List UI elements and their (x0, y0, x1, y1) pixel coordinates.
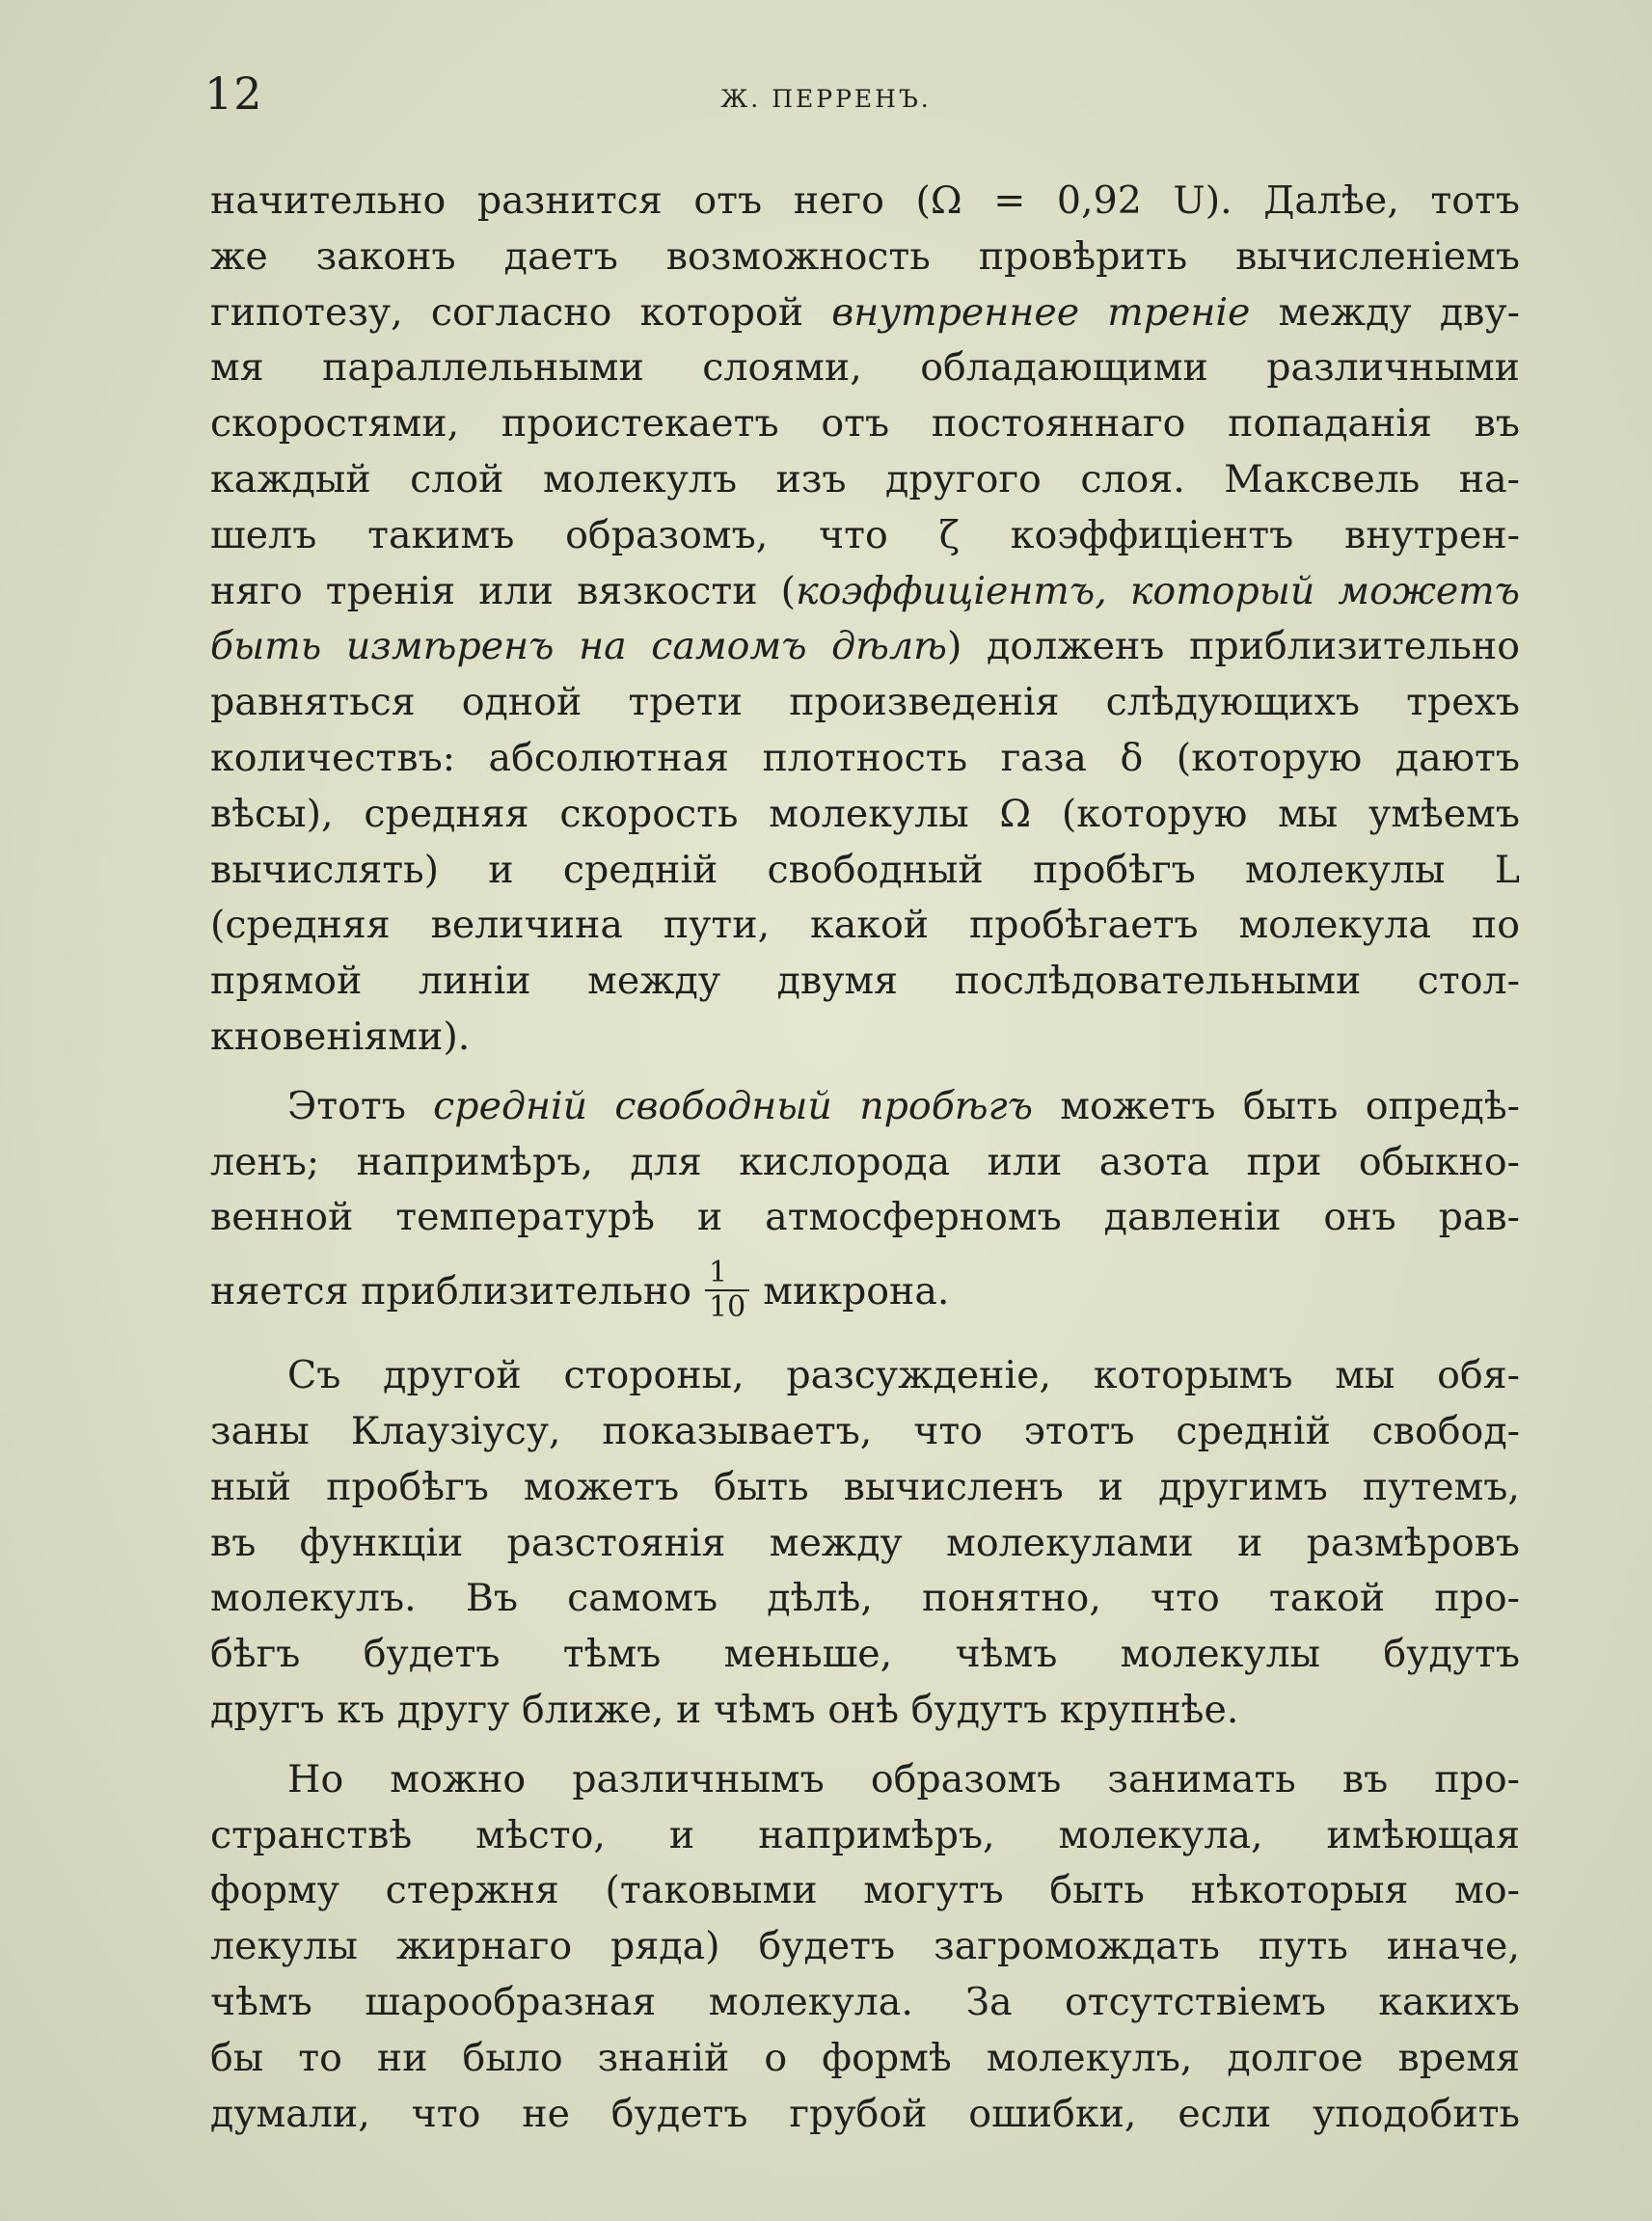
text-line: гипотезу, согласно которой внутреннее треніе между дву- (210, 289, 1520, 335)
text-line: кновеніями). (210, 1014, 471, 1059)
text-line: думали, что не будетъ грубой ошибки, если уподобить (210, 2091, 1520, 2136)
text-line: вѣсы), средняя скорость молекулы Ω (которую мы умѣемъ (210, 791, 1520, 836)
text-line: форму стержня (таковыми могутъ быть нѣкоторыя мо- (210, 1868, 1520, 1913)
italic-term: средній свободный пробѣгъ (433, 1083, 1033, 1128)
text-line: скоростями, проистекаетъ отъ постояннаго попаданія въ (210, 401, 1520, 447)
text-line: же законъ даетъ возможность провѣрить вычисленіемъ (210, 233, 1520, 279)
text-line: ный пробѣгъ можетъ быть вычисленъ и другимъ путемъ, (210, 1464, 1520, 1509)
text-line: въ функціи разстоянія между молекулами и размѣровъ (210, 1520, 1520, 1565)
text-line: Но можно различнымъ образомъ занимать въ про- (287, 1756, 1520, 1801)
fraction-denominator: 10 (709, 1290, 746, 1325)
text-line: (средняя величина пути, какой пробѣгаетъ молекула по (210, 903, 1520, 948)
text-line: шелъ такимъ образомъ, что ζ коэффиціентъ внутрен- (210, 512, 1520, 557)
paragraph-4 (210, 1752, 1520, 2143)
page-number: 12 (204, 68, 263, 120)
fraction-numerator: 1 (705, 1257, 749, 1291)
text-line: количествъ: абсолютная плотность газа δ (которую даютъ (210, 735, 1520, 780)
paragraph-1 (210, 174, 1520, 1066)
text-line: другъ къ другу ближе, и чѣмъ онѣ будутъ крупнѣе. (210, 1687, 1239, 1732)
italic-term: внутреннее треніе (831, 289, 1251, 335)
italic-term: коэффиціентъ, который можетъ (796, 568, 1520, 613)
text-line: равняться одной трети произведенія слѣдующихъ трехъ (210, 680, 1520, 725)
text-line: бѣгъ будетъ тѣмъ меньше, чѣмъ молекулы будутъ (210, 1632, 1520, 1677)
text-line: каждый слой молекулъ изъ другого слоя. Максвель на- (210, 456, 1520, 501)
text-line: Съ другой стороны, разсужденіе, которымъ мы обя- (287, 1353, 1520, 1398)
text-line: венной температурѣ и атмосферномъ давленіи онъ рав- (210, 1195, 1520, 1240)
text-line: молекулъ. Въ самомъ дѣлѣ, понятно, что такой про- (210, 1576, 1520, 1621)
fraction (705, 1257, 749, 1324)
text-line: заны Клаузіусу, показываетъ, что этотъ средній свобод- (210, 1408, 1520, 1453)
text-line: начительно разнится отъ него (Ω = 0,92 U). Далѣе, тотъ (210, 178, 1520, 223)
body-text (210, 174, 1520, 2142)
text-line: лекулы жирнаго ряда) будетъ загромождать путь иначе, (210, 1924, 1520, 1969)
text-line: няго тренія или вязкости (коэффиціентъ, который можетъ (210, 568, 1520, 613)
text-line: странствѣ мѣсто, и напримѣръ, молекула, имѣющая (210, 1812, 1520, 1857)
paragraph-3 (210, 1348, 1520, 1739)
running-title: Ж. ПЕРРЕНЪ. (720, 85, 932, 113)
text-line: бы то ни было знаній о формѣ молекулъ, долгое время (210, 2035, 1520, 2080)
text-line: быть измѣренъ на самомъ дѣлѣ) долженъ приблизительно (210, 624, 1520, 669)
text-line: вычислять) и средній свободный пробѣгъ молекулы L (210, 847, 1520, 892)
italic-term: быть измѣренъ на самомъ дѣлѣ (210, 624, 948, 669)
text-line: няется приблизительно $\frac{1}{10}$ микрона. (210, 1256, 950, 1325)
paragraph-2 (210, 1079, 1520, 1331)
text-line: мя параллельными слоями, обладающими различными (210, 345, 1520, 391)
text-line: прямой линіи между двумя послѣдовательными стол- (210, 959, 1520, 1004)
text-line: Этотъ средній свободный пробѣгъ можетъ быть опредѣ- (287, 1083, 1520, 1128)
text-line: чѣмъ шарообразная молекула. За отсутствіемъ какихъ (210, 1979, 1520, 2024)
text-line: ленъ; напримѣръ, для кислорода или азота при обыкно- (210, 1139, 1520, 1184)
